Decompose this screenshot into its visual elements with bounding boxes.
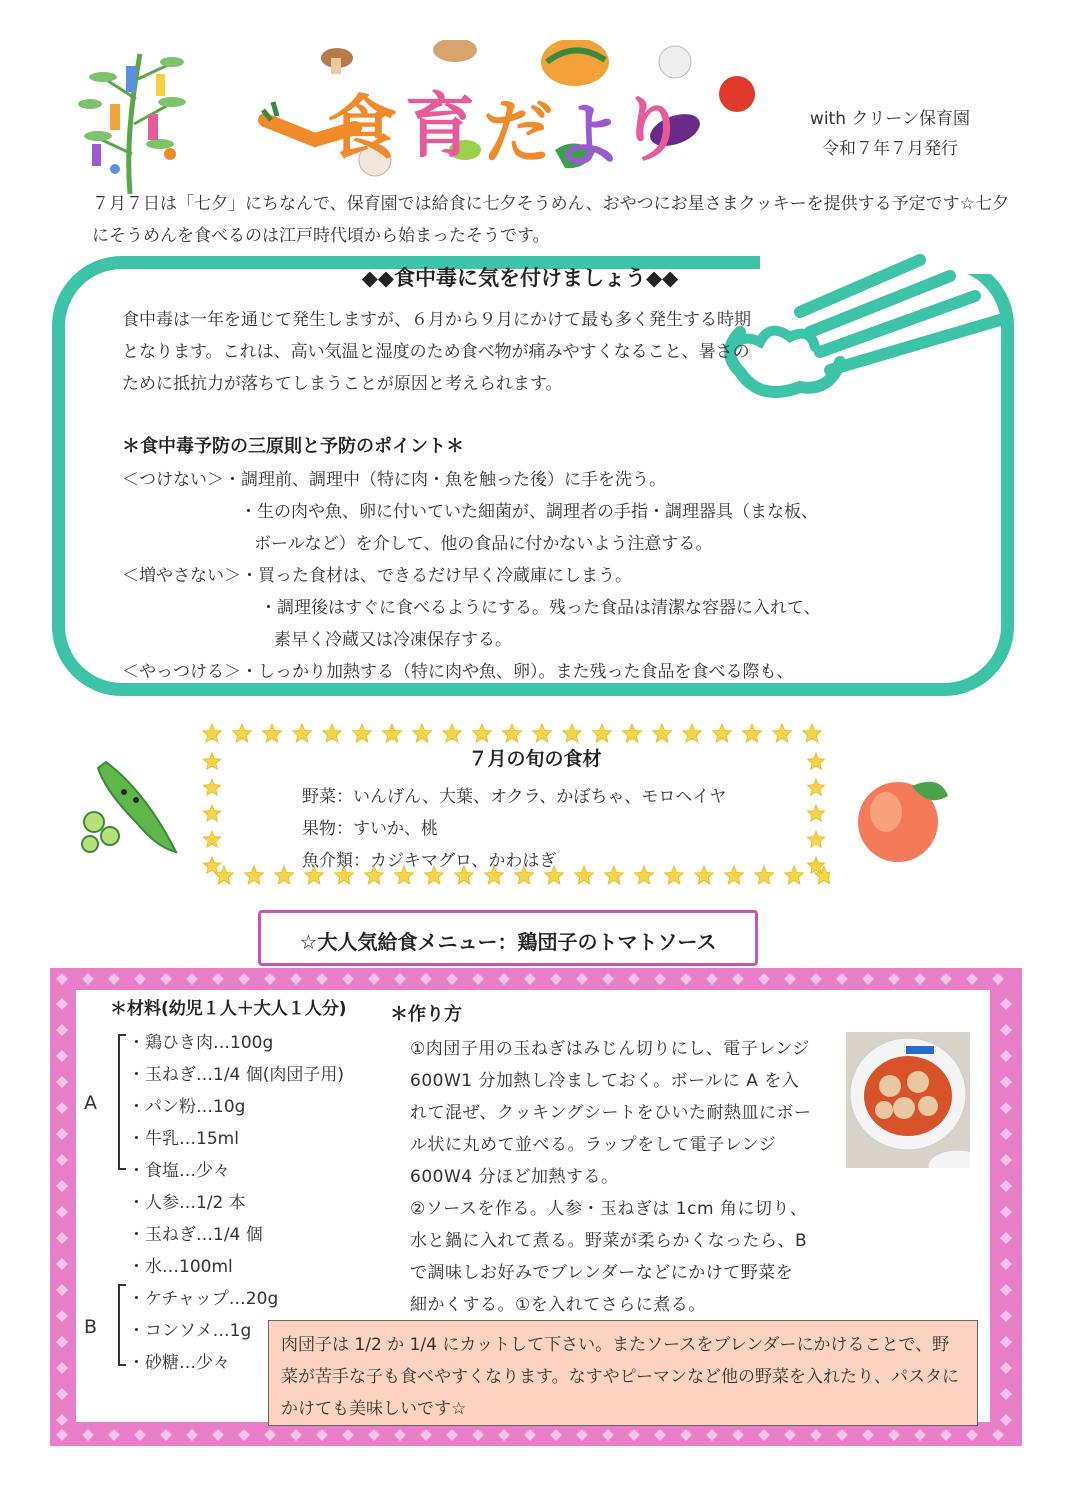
meatball-dish-icon [846,1032,970,1168]
star-icon [605,866,624,884]
prevention-line: ＜増やさない＞・買った食材は、できるだけ早く冷蔵庫にしまう。 [122,566,632,586]
star-icon [755,866,774,884]
method-line: 細かくする。①を入れてさらに煮る。 [410,1295,706,1315]
ingredient-item: ・牛乳…15ml [128,1129,239,1149]
ingredient-item: ・玉ねぎ…1/4 個 [128,1225,263,1245]
star-icon [215,866,234,884]
peach-icon [850,768,960,868]
star-icon [563,724,582,742]
star-icon [203,805,220,821]
star-icon [807,779,824,795]
ingredient-item: ・ケチャップ…20g [128,1289,279,1309]
method-line: ①肉団子用の玉ねぎはみじん切りにし、電子レンジ [410,1039,810,1059]
method-line: れて混ぜ、クッキングシートをひいた耐熱皿にボー [410,1103,812,1123]
ingredient-item: ・玉ねぎ…1/4 個(肉団子用) [128,1065,345,1085]
star-icon [725,866,744,884]
star-icon [473,724,492,742]
star-icon [443,724,462,742]
star-icon [383,724,402,742]
method-line: 600W4 分ほど加熱する。 [410,1167,619,1187]
group-a-bracket [118,1034,126,1170]
group-b-label: B [84,1316,98,1338]
food-poisoning-body: 食中毒は一年を通じて発生しますが、６月から９月にかけて最も多く発生する時期となります。これは、高い気温と湿度のため食べ物が痛みやすくなること、暑さのために抵抗力が落ちてしまうことが原因と考えられます。 [122,310,751,394]
ingredient-item: ・コンソメ…1g [128,1321,252,1341]
ingredient-item: ・水…100ml [128,1257,233,1277]
group-b-bracket [118,1284,126,1366]
star-icon [785,866,804,884]
star-icon [203,724,222,742]
seasonal-line: 果物：すいか、桃 [302,819,438,839]
star-icon [233,724,252,742]
star-icon [203,779,220,795]
star-icon [323,724,342,742]
title-char-5: り [617,89,687,171]
star-icon [807,805,824,821]
seasonal-title: ７月の旬の食材 [468,748,602,770]
food-poisoning-title: ◆◆食中毒に気を付けましょう◆◆ [361,266,679,290]
star-icon [413,724,432,742]
method-line: ②ソースを作る。人参・玉ねぎは 1cm 角に切り、 [410,1199,808,1219]
title-char-4: よ [553,95,623,177]
star-icon [695,866,714,884]
star-icon [275,866,294,884]
star-icon [353,724,372,742]
star-icon [713,724,732,742]
star-icon [593,724,612,742]
ingredient-item: ・パン粉…10g [128,1097,246,1117]
ingredient-item: ・人参…1/2 本 [128,1193,246,1213]
issuer-block [760,104,1020,164]
star-icon [203,857,220,873]
prevention-line: ・生の肉や魚、卵に付いていた細菌が、調理者の手指・調理器具（まな板、 [240,502,818,522]
method-line: 水と鍋に入れて煮る。野菜が柔らかくなったら、B [410,1231,808,1251]
star-icon [635,866,654,884]
title-char-1: 食 [327,87,397,169]
okra-icon [76,752,186,862]
star-icon [665,866,684,884]
ingredient-item: ・鶏ひき肉…100g [128,1033,274,1053]
method-line: で調味しお好みでブレンダーなどにかけて野菜を [410,1263,794,1283]
method-line: 600W1 分加熱し冷ましておく。ボールに A を入 [410,1071,800,1091]
title-char-3: だ [483,91,553,173]
menu-title: ☆大人気給食メニュー：鶏団子のトマトソース [299,930,717,954]
star-icon [263,724,282,742]
prevention-subtitle: ＊食中毒予防の三原則と予防のポイント＊ [122,436,464,457]
star-icon [807,831,824,847]
title-char-2: 育 [405,85,475,167]
star-icon [807,753,824,769]
star-icon [623,724,642,742]
prevention-line: ・調理後はすぐに食べるようにする。残った食品は清潔な容器に入れて、 [260,598,821,618]
star-icon [503,724,522,742]
newsletter-title [255,40,775,190]
issue-date: 令和７年７月発行 [822,139,958,159]
intro-text: ７月７日は「七夕」にちなんで、保育園では給食に七夕そうめん、おやつにお星さまクッキーを提供する予定です☆七夕にそうめんを食べるのは江戸時代頃から始まったそうです。 [92,194,1009,246]
seasonal-line: 魚介類：カジキマグロ、かわはぎ [302,851,557,871]
method-title: ＊作り方 [390,1004,462,1025]
seasonal-line: 野菜：いんげん、大葉、オクラ、かぼちゃ、モロヘイヤ [302,787,727,807]
star-icon [203,831,220,847]
star-icon [653,724,672,742]
star-icon [203,753,220,769]
group-a-label: A [84,1092,97,1114]
star-icon [773,724,792,742]
star-icon [575,866,594,884]
star-icon [803,724,822,742]
prevention-line: ボールなど）を介して、他の食品に付かないよう注意する。 [254,534,713,554]
star-icon [533,724,552,742]
star-icon [245,866,264,884]
issuer-name: with クリーン保育園 [809,109,971,129]
star-icon [683,724,702,742]
prevention-line: ＜やっつける＞・しっかり加熱する（特に肉や魚、卵）。また残った食品を食べる際も、 [122,662,794,682]
tanabata-bamboo-icon [70,44,200,194]
prevention-line: ＜つけない＞・調理前、調理中（特に肉・魚を触った後）に手を洗う。 [122,470,666,490]
star-icon [293,724,312,742]
ingredient-item: ・食塩…少々 [128,1161,230,1181]
method-line: ル状に丸めて並べる。ラップをして電子レンジ [410,1135,777,1155]
recipe-note: 肉団子は 1/2 か 1/4 にカットして下さい。またソースをブレンダーにかけることで、野菜が苦手な子も食べやすくなります。なすやピーマンなど他の野菜を入れたり、パスタにかけても美味しいです☆ [268,1320,978,1426]
ingredients-title: ＊材料(幼児１人＋大人１人分) [110,999,347,1019]
star-icon [743,724,762,742]
ingredient-item: ・砂糖…少々 [128,1353,230,1373]
prevention-line: 素早く冷蔵又は冷凍保存する。 [274,630,512,650]
